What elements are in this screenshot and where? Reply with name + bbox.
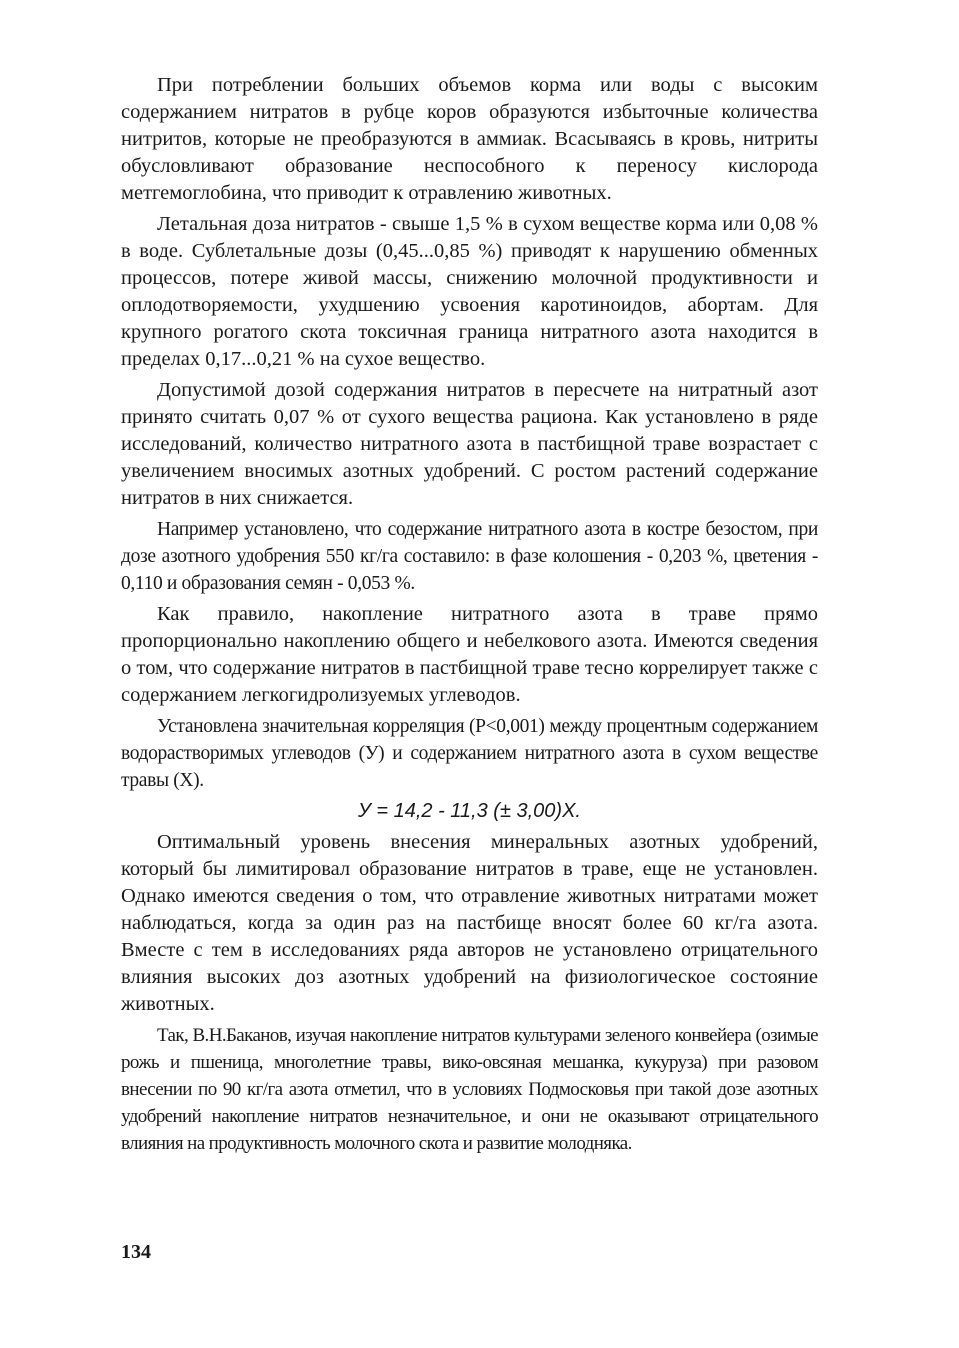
paragraph-lethal-dose: Летальная доза нитратов - свыше 1,5 % в сухом веществе корма или 0,08 % в воде. Сублетальные дозы (0,45...0,85 %) приводят к нарушению обменных процессов, потере живой массы, снижению молочной продуктивности и оплодотворяемости, ухудшению усвоения каротиноидов, абортам. Для крупного рогатого скота токсичная граница нитратного азота находится в пределах 0,17...0,21 % на сухое вещество. [121,213,818,370]
paragraph-accumulation-rule: Как правило, накопление нитратного азота в траве прямо пропорционально накоплению общего и небелкового азота. Имеются сведения о том, что содержание нитратов в пастбищной траве тесно коррелирует также с содержанием легкогидролизуемых углеводов. [121,603,818,706]
paragraph-bakanov-study: Так, В.Н.Баканов, изучая накопление нитратов культурами зеленого конвейера (озимые рожь и пшеница, многолетние травы, вико-овсяная мешанка, кукуруза) при разовом внесении по 90 кг/га азота отметил, что в условиях Подмосковья при такой дозе азотных удобрений накопление нитратов незначительное, и они не оказывают отрицательного влияния на продуктивность молочного скота и развитие молодняка. [121,1025,818,1154]
paragraph-example-brome: Например установлено, что содержание нитратного азота в костре безостом, при дозе азотного удобрения 550 кг/га составило: в фазе колошения - 0,203 %, цветения - 0,110 и образования семян - 0,053 %. [121,519,818,594]
paragraph-correlation: Установлена значительная корреляция (P<0,001) между процентным содержанием водорастворимых углеводов (У) и содержанием нитратного азота в сухом веществе травы (Х). [121,716,818,791]
page-body [121,72,818,1161]
page-number: 134 [121,1241,151,1263]
paragraph-optimal-level: Оптимальный уровень внесения минеральных азотных удобрений, который бы лимитировал образование нитратов в траве, еще не установлен. Однако имеются сведения о том, что отравление животных нитратами может наблюдаться, когда за один раз на пастбище вносят более 60 кг/га азота. Вместе с тем в исследованиях ряда авторов не установлено отрицательного влияния высоких доз азотных удобрений на физиологическое состояние животных. [121,831,818,1015]
regression-formula: У = 14,2 - 11,3 (± 3,00)Х. [358,800,581,822]
paragraph-nitrite-formation: При потреблении больших объемов корма или воды с высоким содержанием нитратов в рубце коров образуются избыточные количества нитритов, которые не преобразуются в аммиак. Всасываясь в кровь, нитриты обусловливают образование неспособного к переносу кислорода метгемоглобина, что приводит к отравлению животных. [121,74,818,204]
paragraph-permissible-dose: Допустимой дозой содержания нитратов в пересчете на нитратный азот принято считать 0,07 % от сухого вещества рациона. Как установлено в ряде исследований, количество нитратного азота в пастбищной траве возрастает с увеличением вносимых азотных удобрений. С ростом растений содержание нитратов в них снижается. [121,379,818,509]
